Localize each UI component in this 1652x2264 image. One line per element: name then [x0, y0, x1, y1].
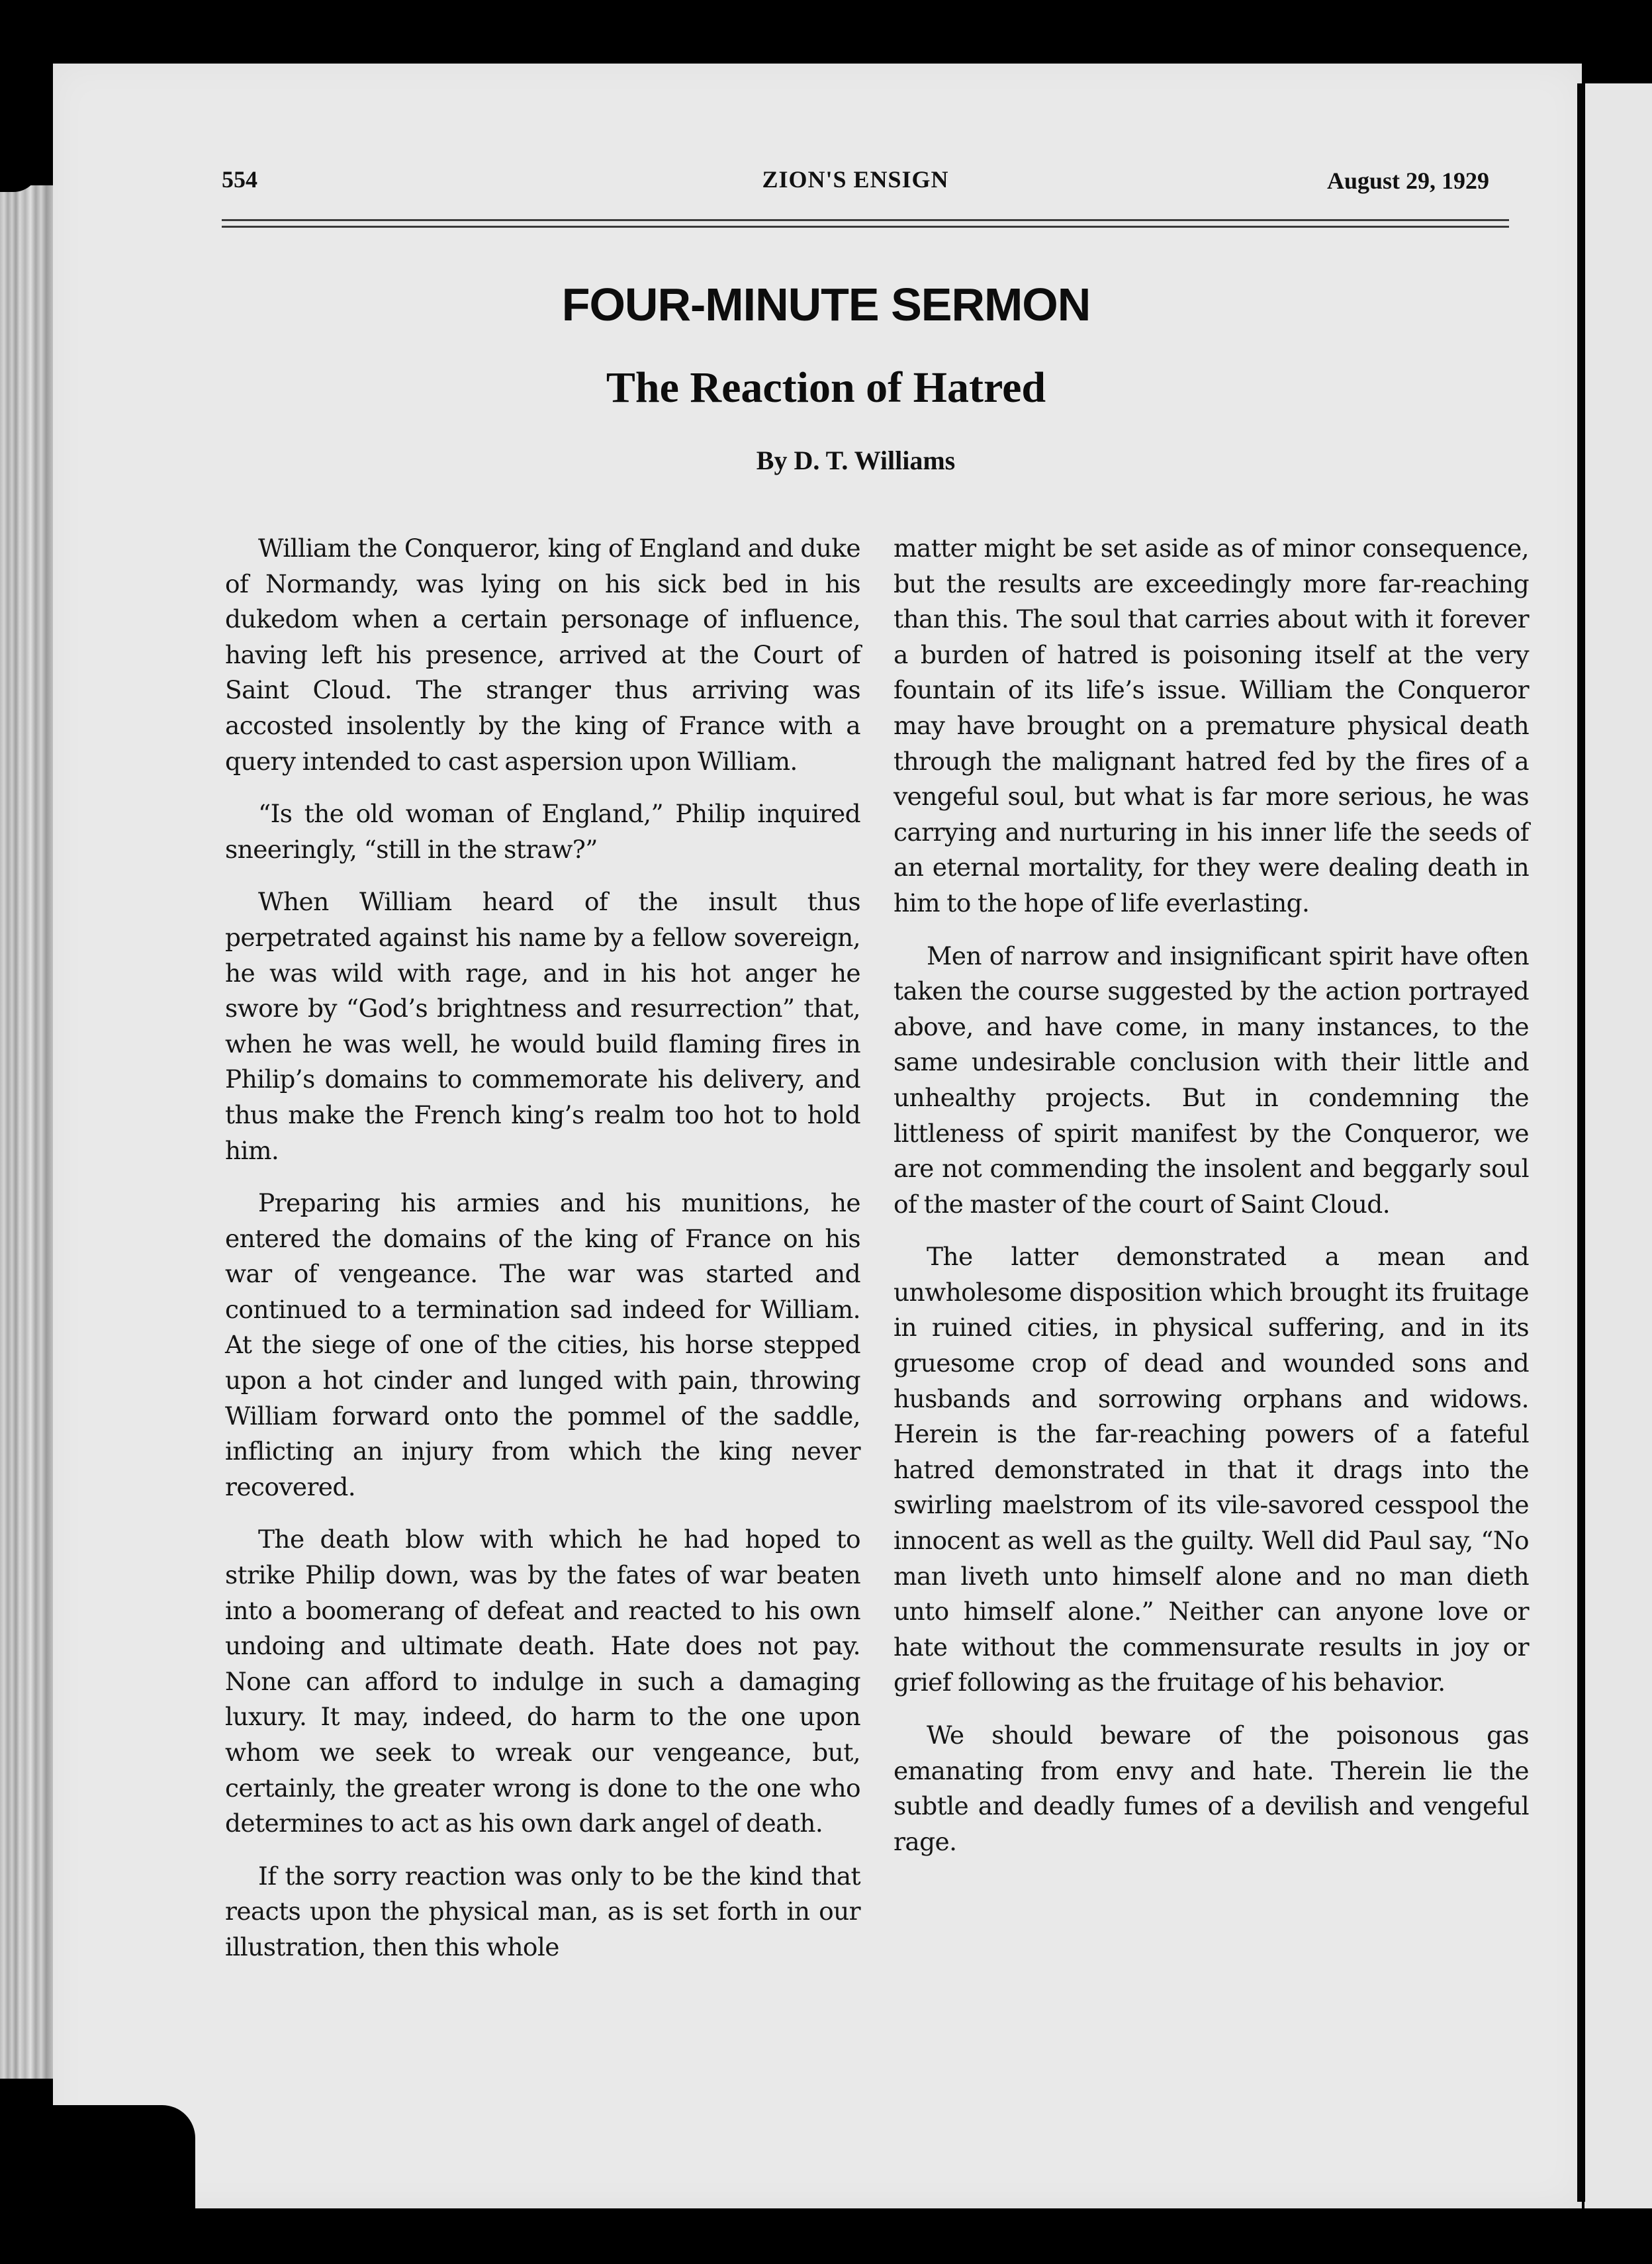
binding-shadow	[0, 0, 40, 192]
paragraph: We should beware of the poisonous gas emanating from envy and hate. Therein lie the subtle and deadly fumes of a devilish and vengeful rage.	[894, 1721, 1529, 1856]
byline: By D. T. Williams	[756, 446, 956, 475]
left-column	[225, 531, 860, 1983]
article-title: The Reaction of Hatred	[606, 363, 1046, 412]
section-title: FOUR-MINUTE SERMON	[561, 279, 1091, 330]
paragraph: William the Conqueror, king of England and duke of Normandy, was lying on his sick bed in his dukedom when a certain personage of influence, having left his presence, arrived at the Court of Saint Cloud. The stranger thus arriving was accosted insolently by the king of France with a query intended to cast aspersion upon William.	[225, 534, 860, 776]
header-rule-bottom	[222, 226, 1509, 228]
paragraph: The death blow with which he had hoped to strike Philip down, was by the fates of war beaten into a boomerang of defeat and reacted to his own undoing and ultimate death. Hate does not pay. None can afford to indulge in such a damaging luxury. It may, indeed, do harm to the one upon whom we seek to wreak our vengeance, but, certainly, the greater wrong is done to the one who determines to act as his own dark angel of death.	[225, 1525, 860, 1838]
journal-title: ZION'S ENSIGN	[762, 166, 949, 193]
paragraph: Men of narrow and insignificant spirit have often taken the course suggested by the action portrayed above, and have come, in many instances, to the same undesirable conclusion with their little and unhealthy projects. But in condemning the littleness of spirit manifest by the Conqueror, we are not commending the insolent and beggarly soul of the master of the court of Saint Cloud.	[894, 941, 1529, 1219]
paragraph-continued: matter might be set aside as of minor consequence, but the results are exceedingly more far-reaching than this. The soul that carries about with it forever a burden of hatred is poisoning itself at the very fountain of its life’s issue. William the Conqueror may have brought on a premature physical death through the malignant hatred fed by the fires of a vengeful soul, but what is far more serious, he was carrying and nurturing in his inner life the seeds of an eternal mortality, for they were dealing death in him to the hope of life everlasting.	[894, 534, 1529, 918]
paragraph: Preparing his armies and his munitions, he entered the domains of the king of France on his war of vengeance. The war was started and continued to a termination sad indeed for William. At the siege of one of the cities, his horse stepped upon a hot cinder and lunged with pain, throwing William forward onto the pommel of the saddle, inflicting an injury from which the king never recovered.	[225, 1188, 860, 1501]
right-column	[894, 531, 1529, 1877]
scan-bottom-border	[0, 2208, 1652, 2264]
paragraph: If the sorry reaction was only to be the kind that reacts upon the physical man, as is set forth in our illustration, then this whole	[225, 1861, 860, 1961]
issue-date: August 29, 1929	[1326, 167, 1489, 194]
header-rule-top	[222, 219, 1509, 221]
paragraph: The latter demonstrated a mean and unwholesome disposition which brought its fruitage in ruined cities, in physical suffering, and in its gruesome crop of dead and wounded sons and husbands and sorrowing orphans and widows. Herein is the far-reaching powers of a fateful hatred demonstrated in that it drags into the swirling maelstrom of its vile-savored cesspool the innocent as well as the guilty. Well did Paul say, “No man liveth unto himself alone and no man dieth unto himself alone.” Neither can anyone love or hate without the commensurate results in joy or grief following as the fruitage of his behavior.	[894, 1242, 1529, 1697]
page-number: 554	[222, 166, 257, 193]
paragraph: “Is the old woman of England,” Philip inquired sneeringly, “still in the straw?”	[225, 799, 860, 864]
running-head	[222, 165, 1489, 205]
paragraph: When William heard of the insult thus perpetrated against his name by a fellow sovereign, he was wild with rage, and in his hot anger he swore by “God’s brightness and resurrection” that, when he was well, he would build flaming fires in Philip’s domains to commemorate his delivery, and thus make the French king’s realm too hot to hold him.	[225, 887, 860, 1165]
